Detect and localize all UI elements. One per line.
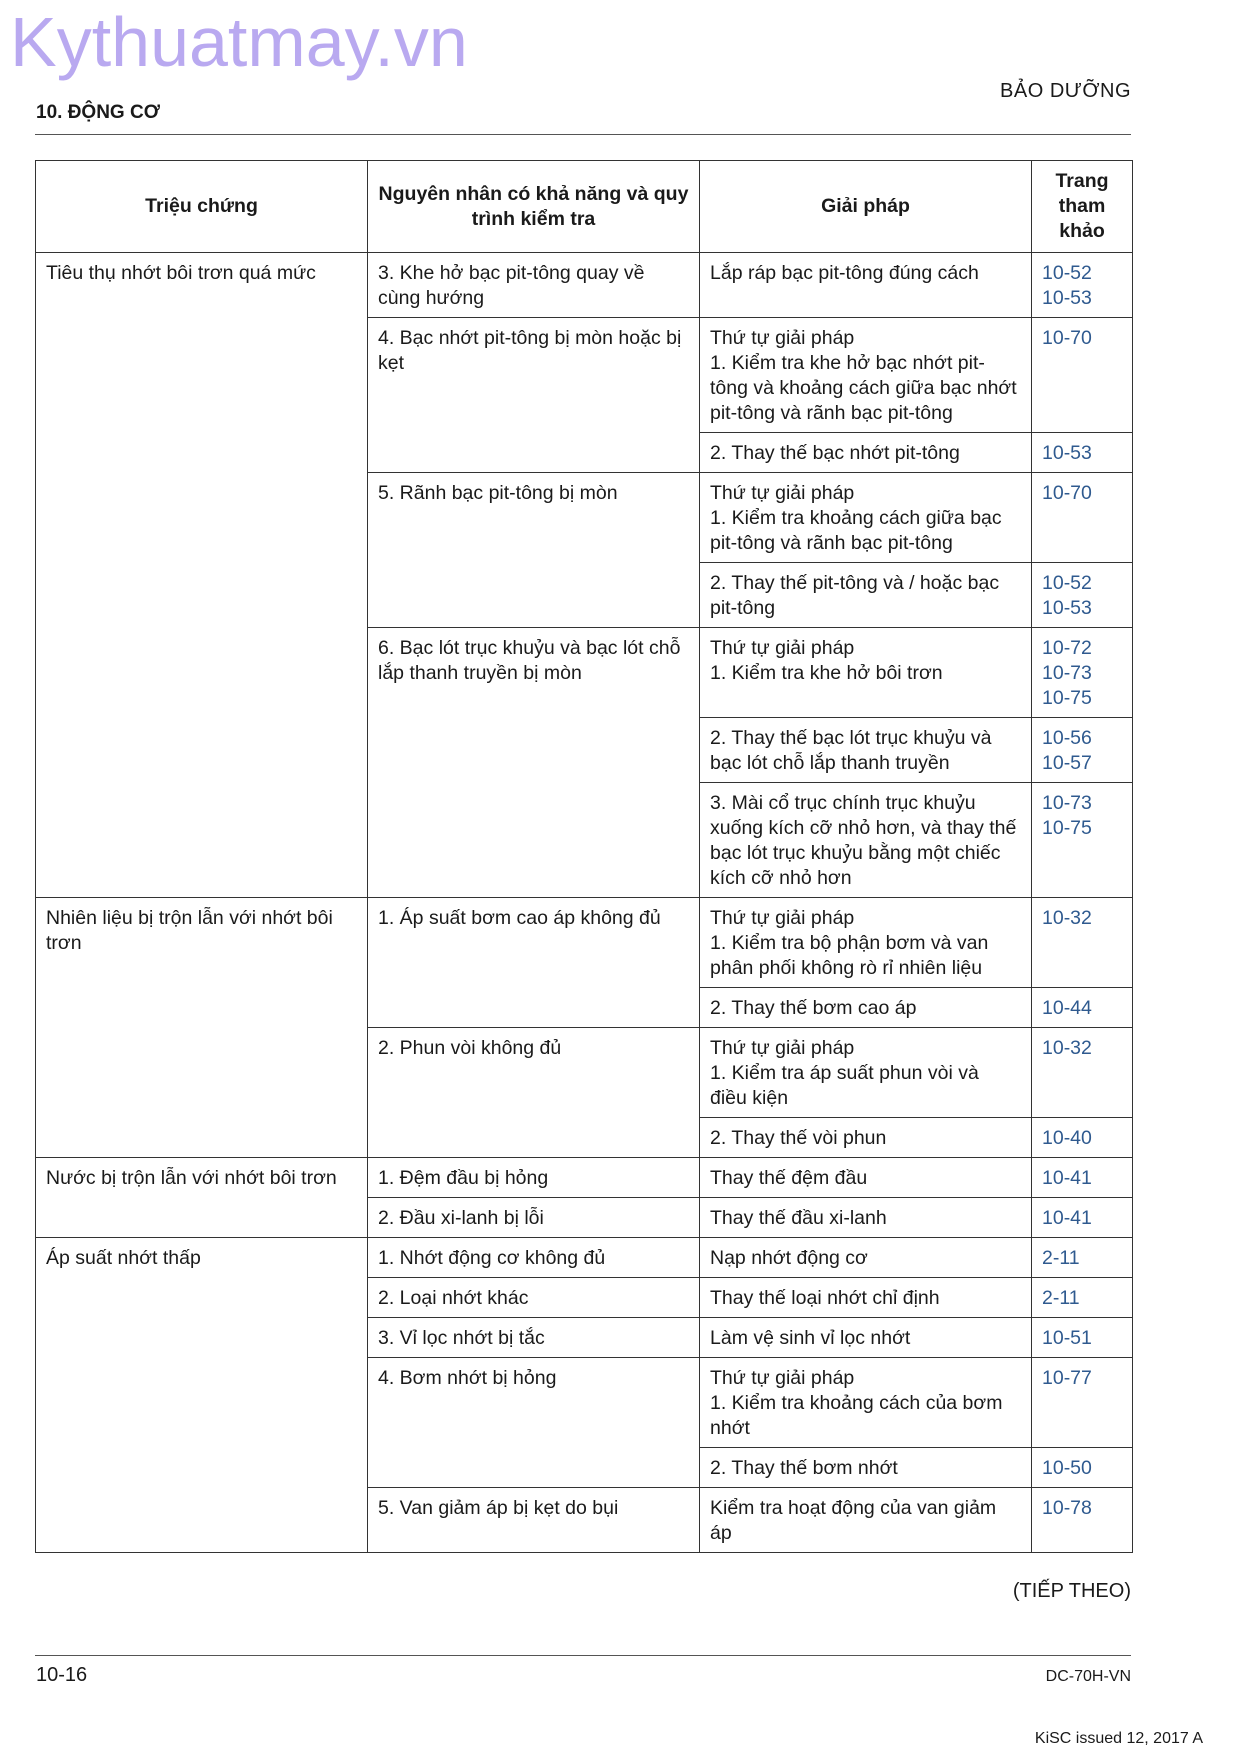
cause-cell: 2. Phun vòi không đủ bbox=[368, 1028, 700, 1158]
table-header-row bbox=[36, 161, 1133, 253]
solution-cell: Làm vệ sinh vỉ lọc nhớt bbox=[700, 1318, 1032, 1358]
cause-cell: 5. Van giảm áp bị kẹt do bụi bbox=[368, 1488, 700, 1553]
solution-cell: Thứ tự giải pháp 1. Kiểm tra khoảng cách của bơm nhớt bbox=[700, 1358, 1032, 1448]
header-symptom: Triệu chứng bbox=[36, 161, 368, 253]
reference-page-link[interactable]: 10-41 bbox=[1032, 1158, 1133, 1198]
cause-cell: 2. Loại nhớt khác bbox=[368, 1278, 700, 1318]
cause-cell: 3. Vỉ lọc nhớt bị tắc bbox=[368, 1318, 700, 1358]
header-reference: Trang tham khảo bbox=[1032, 161, 1133, 253]
reference-page-link[interactable]: 10-40 bbox=[1032, 1118, 1133, 1158]
troubleshooting-table bbox=[35, 160, 1133, 1553]
page-number: 10-16 bbox=[36, 1664, 88, 1686]
solution-cell: Thứ tự giải pháp 1. Kiểm tra khoảng cách giữa bạc pit-tông và rãnh bạc pit-tông bbox=[700, 473, 1032, 563]
reference-page-link[interactable]: 10-44 bbox=[1032, 988, 1133, 1028]
solution-cell: Lắp ráp bạc pit-tông đúng cách bbox=[700, 253, 1032, 318]
solution-cell: 2. Thay thế bạc lót trục khuỷu và bạc lót chỗ lắp thanh truyền bbox=[700, 718, 1032, 783]
header-cause: Nguyên nhân có khả năng và quy trình kiểm tra bbox=[368, 161, 700, 253]
reference-page-link[interactable]: 2-11 bbox=[1032, 1238, 1133, 1278]
solution-cell: 2. Thay thế pit-tông và / hoặc bạc pit-tông bbox=[700, 563, 1032, 628]
solution-cell: Thứ tự giải pháp 1. Kiểm tra bộ phận bơm và van phân phối không rò rỉ nhiên liệu bbox=[700, 898, 1032, 988]
header-solution: Giải pháp bbox=[700, 161, 1032, 253]
solution-cell: Thay thế đầu xi-lanh bbox=[700, 1198, 1032, 1238]
solution-cell: 3. Mài cổ trục chính trục khuỷu xuống kích cỡ nhỏ hơn, và thay thế bạc lót trục khuỷu bằng một chiếc kích cỡ nhỏ hơn bbox=[700, 783, 1032, 898]
section-title-right: BẢO DƯỠNG bbox=[1000, 80, 1131, 102]
reference-page-link[interactable]: 10-32 bbox=[1032, 1028, 1133, 1118]
chapter-title: 10. ĐỘNG CƠ bbox=[36, 102, 160, 123]
cause-cell: 4. Bạc nhớt pit-tông bị mòn hoặc bị kẹt bbox=[368, 318, 700, 473]
solution-cell: Thứ tự giải pháp 1. Kiểm tra áp suất phun vòi và điều kiện bbox=[700, 1028, 1032, 1118]
table-row bbox=[36, 1158, 1133, 1198]
solution-cell: 2. Thay thế bơm nhớt bbox=[700, 1448, 1032, 1488]
reference-page-link[interactable]: 10-72 10-73 10-75 bbox=[1032, 628, 1133, 718]
cause-cell: 2. Đầu xi-lanh bị lỗi bbox=[368, 1198, 700, 1238]
reference-page-link[interactable]: 10-32 bbox=[1032, 898, 1133, 988]
solution-cell: 2. Thay thế bơm cao áp bbox=[700, 988, 1032, 1028]
document-code: DC-70H-VN bbox=[1045, 1668, 1131, 1685]
cause-cell: 6. Bạc lót trục khuỷu và bạc lót chỗ lắp thanh truyền bị mòn bbox=[368, 628, 700, 898]
continued-note: (TIẾP THEO) bbox=[1012, 1580, 1131, 1602]
solution-cell: Thay thế loại nhớt chỉ định bbox=[700, 1278, 1032, 1318]
reference-page-link[interactable]: 10-51 bbox=[1032, 1318, 1133, 1358]
footer-divider bbox=[35, 1655, 1131, 1656]
solution-cell: Kiểm tra hoạt động của van giảm áp bbox=[700, 1488, 1032, 1553]
solution-cell: Thứ tự giải pháp 1. Kiểm tra khe hở bạc nhớt pit-tông và khoảng cách giữa bạc nhớt pit-tông và rãnh bạc pit-tông bbox=[700, 318, 1032, 433]
reference-page-link[interactable]: 10-70 bbox=[1032, 473, 1133, 563]
reference-page-link[interactable]: 10-53 bbox=[1032, 433, 1133, 473]
cause-cell: 5. Rãnh bạc pit-tông bị mòn bbox=[368, 473, 700, 628]
reference-page-link[interactable]: 10-77 bbox=[1032, 1358, 1133, 1448]
table-row bbox=[36, 898, 1133, 988]
reference-page-link[interactable]: 10-50 bbox=[1032, 1448, 1133, 1488]
solution-cell: Thứ tự giải pháp 1. Kiểm tra khe hở bôi trơn bbox=[700, 628, 1032, 718]
symptom-cell: Áp suất nhớt thấp bbox=[36, 1238, 368, 1553]
symptom-cell: Nước bị trộn lẫn với nhớt bôi trơn bbox=[36, 1158, 368, 1238]
cause-cell: 4. Bơm nhớt bị hỏng bbox=[368, 1358, 700, 1488]
reference-page-link[interactable]: 2-11 bbox=[1032, 1278, 1133, 1318]
reference-page-link[interactable]: 10-41 bbox=[1032, 1198, 1133, 1238]
reference-page-link[interactable]: 10-56 10-57 bbox=[1032, 718, 1133, 783]
header-divider bbox=[35, 134, 1131, 135]
reference-page-link[interactable]: 10-78 bbox=[1032, 1488, 1133, 1553]
reference-page-link[interactable]: 10-70 bbox=[1032, 318, 1133, 433]
watermark: Kythuatmay.vn bbox=[10, 3, 468, 81]
cause-cell: 1. Nhớt động cơ không đủ bbox=[368, 1238, 700, 1278]
cause-cell: 1. Đệm đầu bị hỏng bbox=[368, 1158, 700, 1198]
symptom-cell: Tiêu thụ nhớt bôi trơn quá mức bbox=[36, 253, 368, 898]
cause-cell: 3. Khe hở bạc pit-tông quay về cùng hướng bbox=[368, 253, 700, 318]
reference-page-link[interactable]: 10-52 10-53 bbox=[1032, 563, 1133, 628]
solution-cell: 2. Thay thế vòi phun bbox=[700, 1118, 1032, 1158]
solution-cell: 2. Thay thế bạc nhớt pit-tông bbox=[700, 433, 1032, 473]
reference-page-link[interactable]: 10-52 10-53 bbox=[1032, 253, 1133, 318]
reference-page-link[interactable]: 10-73 10-75 bbox=[1032, 783, 1133, 898]
table-row bbox=[36, 253, 1133, 318]
solution-cell: Thay thế đệm đầu bbox=[700, 1158, 1032, 1198]
cause-cell: 1. Áp suất bơm cao áp không đủ bbox=[368, 898, 700, 1028]
issue-note: KiSC issued 12, 2017 A bbox=[1034, 1730, 1203, 1747]
table-row bbox=[36, 1238, 1133, 1278]
symptom-cell: Nhiên liệu bị trộn lẫn với nhớt bôi trơn bbox=[36, 898, 368, 1158]
solution-cell: Nạp nhớt động cơ bbox=[700, 1238, 1032, 1278]
